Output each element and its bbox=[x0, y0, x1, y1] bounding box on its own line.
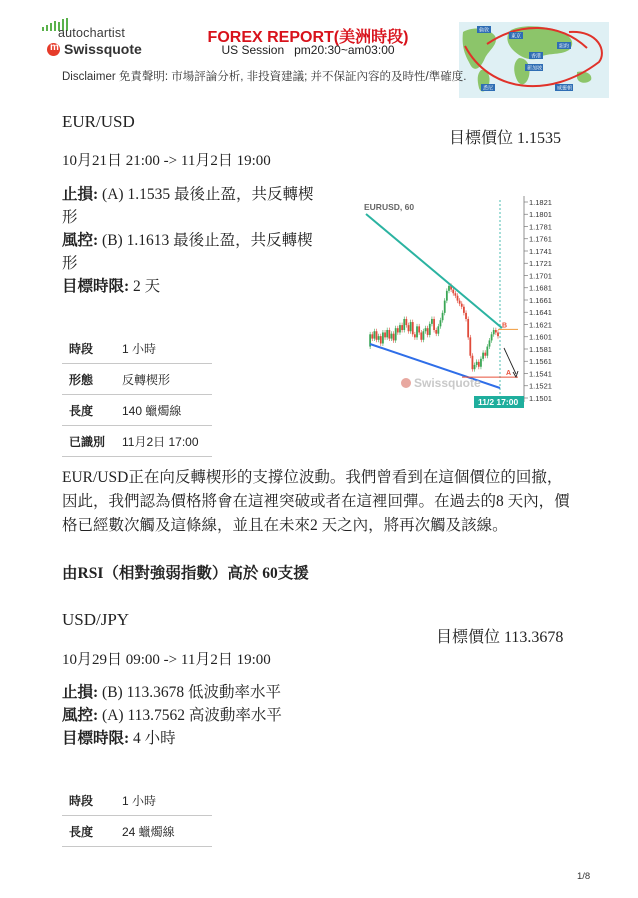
y-tick-label: 1.1741 bbox=[529, 246, 552, 256]
y-tick-label: 1.1521 bbox=[529, 381, 552, 391]
candle-body bbox=[446, 291, 448, 301]
candle-body bbox=[474, 365, 476, 369]
table-key: 長度 bbox=[62, 395, 119, 426]
y-tick-label: 1.1681 bbox=[529, 283, 552, 293]
table-row bbox=[62, 816, 212, 847]
table-key: 時段 bbox=[62, 785, 119, 816]
candle-body bbox=[371, 334, 373, 338]
marker-a: A bbox=[506, 370, 512, 378]
candle-body bbox=[495, 330, 497, 332]
swissquote-logo-text: Swissquote bbox=[64, 41, 142, 57]
candle-body bbox=[437, 326, 439, 333]
candle-body bbox=[401, 325, 403, 330]
watermark-text: Swissquote bbox=[414, 376, 481, 390]
candle-body bbox=[491, 334, 493, 340]
eurusd-horizon-line bbox=[62, 275, 327, 298]
candle-body bbox=[423, 331, 425, 340]
y-tick-label: 1.1601 bbox=[529, 332, 552, 342]
candle-body bbox=[380, 336, 382, 343]
candle-body bbox=[459, 301, 461, 304]
eurusd-chart bbox=[358, 196, 564, 410]
usdjpy-pattern-table bbox=[62, 785, 212, 847]
chart-symbol-label: EURUSD, 60 bbox=[364, 202, 415, 212]
candle-body bbox=[397, 328, 399, 332]
candle-body bbox=[429, 324, 431, 335]
candle-body bbox=[427, 328, 429, 335]
candle-body bbox=[484, 353, 486, 356]
table-key: 已識別 bbox=[62, 426, 119, 457]
risk-control-label: 風控: bbox=[62, 707, 99, 724]
candle-body bbox=[388, 330, 390, 339]
usdjpy-target-label: 目標價位 bbox=[436, 629, 501, 646]
candle-body bbox=[480, 359, 482, 367]
eurusd-rsi-note: 由RSI（相對強弱指數）高於 60支援 bbox=[62, 565, 309, 582]
usdjpy-target bbox=[436, 624, 563, 647]
eurusd-target-value: 1.1535 bbox=[517, 130, 562, 147]
y-tick-label: 1.1581 bbox=[529, 344, 552, 354]
candle-body bbox=[478, 362, 480, 367]
y-tick-label: 1.1641 bbox=[529, 308, 552, 318]
eurusd-target-label: 目標價位 bbox=[449, 130, 514, 147]
candle-body bbox=[414, 334, 416, 337]
candle-body bbox=[482, 353, 484, 359]
stop-loss-text: (A) 1.1535 最後止盈，共反轉楔形 bbox=[62, 186, 314, 226]
autochartist-logo bbox=[40, 18, 150, 40]
y-tick-label: 1.1701 bbox=[529, 271, 552, 281]
table-value: 1 小時 bbox=[119, 333, 212, 364]
table-key: 形態 bbox=[62, 364, 119, 395]
candle-body bbox=[493, 330, 495, 334]
candle-body bbox=[410, 322, 412, 331]
candle-body bbox=[420, 332, 422, 339]
map-label-singapore: 新加坡 bbox=[527, 65, 543, 72]
target-horizon-label: 目標時限: bbox=[62, 730, 130, 747]
usdjpy-stop-line bbox=[62, 681, 362, 704]
table-row bbox=[62, 785, 212, 816]
table-value: 140 蠟燭線 bbox=[119, 395, 212, 426]
y-tick-label: 1.1561 bbox=[529, 357, 552, 367]
candle-body bbox=[382, 332, 384, 343]
table-value: 11月2日 17:00 bbox=[119, 426, 212, 457]
map-label-wellington: 威靈頓 bbox=[557, 85, 573, 92]
candle-body bbox=[412, 322, 414, 334]
candle-body bbox=[463, 307, 465, 313]
candle-body bbox=[378, 336, 380, 340]
time-marker-label: 11/2 17:00 bbox=[478, 397, 519, 407]
usdjpy-pair-title: USD/JPY bbox=[62, 610, 130, 629]
y-tick-label: 1.1541 bbox=[529, 369, 552, 379]
candle-body bbox=[442, 313, 444, 320]
candle-body bbox=[386, 330, 388, 337]
eurusd-levels bbox=[62, 183, 327, 298]
candle-body bbox=[469, 337, 471, 355]
eurusd-target bbox=[449, 125, 561, 148]
target-horizon-text: 2 天 bbox=[129, 278, 161, 295]
candle-body bbox=[425, 328, 427, 331]
y-tick-label: 1.1761 bbox=[529, 234, 552, 244]
risk-control-text: (B) 1.1613 最後止盈，共反轉楔形 bbox=[62, 232, 313, 272]
autochartist-logo-text: autochartist bbox=[58, 26, 126, 40]
candle-body bbox=[373, 331, 375, 338]
candle-body bbox=[440, 320, 442, 326]
candle-body bbox=[408, 325, 410, 331]
candle-body bbox=[461, 304, 463, 307]
stop-loss-text: (B) 113.3678 低波動率水平 bbox=[98, 684, 282, 701]
map-label-hongkong: 香港 bbox=[531, 53, 542, 60]
target-horizon-label: 目標時限: bbox=[62, 278, 130, 295]
report-title: FOREX REPORT(美洲時段) bbox=[207, 29, 409, 46]
page-number: 1/8 bbox=[577, 871, 591, 882]
candle-body bbox=[448, 286, 450, 291]
risk-control-text: (A) 113.7562 高波動率水平 bbox=[98, 707, 282, 724]
table-row bbox=[62, 364, 212, 395]
map-label-newyork: 紐約 bbox=[559, 43, 570, 50]
risk-control-label: 風控: bbox=[62, 232, 99, 249]
candle-body bbox=[489, 340, 491, 346]
y-tick-label: 1.1721 bbox=[529, 259, 552, 269]
marker-b: B bbox=[502, 322, 508, 330]
target-horizon-text: 4 小時 bbox=[129, 730, 176, 747]
map-label-london: 倫敦 bbox=[479, 27, 490, 34]
stop-loss-label: 止損: bbox=[62, 684, 99, 701]
y-tick-label: 1.1821 bbox=[529, 197, 552, 207]
candle-body bbox=[403, 319, 405, 330]
candle-body bbox=[395, 328, 397, 340]
table-row bbox=[62, 395, 212, 426]
candle-body bbox=[416, 326, 418, 337]
candle-body bbox=[435, 330, 437, 334]
stop-loss-label: 止損: bbox=[62, 186, 99, 203]
table-key: 時段 bbox=[62, 333, 119, 364]
usdjpy-horizon-line bbox=[62, 727, 362, 750]
y-tick-label: 1.1801 bbox=[529, 210, 552, 220]
eurusd-stop-line bbox=[62, 183, 327, 229]
candle-body bbox=[393, 334, 395, 341]
usdjpy-risk-line bbox=[62, 704, 362, 727]
candle-body bbox=[486, 347, 488, 356]
candle-body bbox=[399, 325, 401, 332]
eurusd-pair-title: EUR/USD bbox=[62, 112, 135, 131]
y-tick-label: 1.1501 bbox=[529, 393, 552, 403]
candle-body bbox=[452, 290, 454, 294]
swissquote-icon: m bbox=[47, 43, 60, 56]
candle-body bbox=[476, 362, 478, 365]
y-axis-ticks bbox=[524, 198, 552, 403]
eurusd-pattern-table bbox=[62, 333, 212, 457]
eurusd-risk-line bbox=[62, 229, 327, 275]
candle-body bbox=[467, 319, 469, 337]
session-time: US Session pm20:30~am03:00 bbox=[221, 43, 395, 57]
world-map-illustration bbox=[459, 22, 609, 98]
candle-body bbox=[433, 319, 435, 330]
candle-body bbox=[391, 334, 393, 339]
candle-body bbox=[376, 331, 378, 340]
usdjpy-levels bbox=[62, 681, 362, 750]
table-row bbox=[62, 333, 212, 364]
candle-body bbox=[444, 301, 446, 313]
eurusd-time-range: 10月21日 21:00 -> 11月2日 19:00 bbox=[62, 153, 271, 169]
candle-body bbox=[431, 319, 433, 324]
candle-body bbox=[384, 332, 386, 337]
candle-body bbox=[418, 326, 420, 332]
eurusd-analysis-paragraph: EUR/USD正在向反轉楔形的支撐位波動。我們曾看到在這個價位的回撤，因此，我們認為價格將會在這裡突破或者在這裡回彈。在過去的8 天內，價格已經數次觸及這條線，並且在未來2 天之內，將再次觸及該線。 bbox=[62, 469, 570, 534]
candle-body bbox=[405, 319, 407, 325]
candle-body bbox=[454, 293, 456, 295]
candle-body bbox=[457, 296, 459, 301]
candle-body bbox=[465, 313, 467, 319]
table-row bbox=[62, 426, 212, 457]
table-value: 反轉楔形 bbox=[119, 364, 212, 395]
candle-body bbox=[497, 332, 499, 336]
candle-body bbox=[472, 356, 474, 369]
map-label-sydney: 悉尼 bbox=[483, 85, 494, 92]
usdjpy-target-value: 113.3678 bbox=[504, 629, 564, 646]
map-label-tokyo: 東京 bbox=[511, 33, 522, 40]
table-key: 長度 bbox=[62, 816, 119, 847]
y-tick-label: 1.1781 bbox=[529, 222, 552, 232]
disclaimer: Disclaimer 免責聲明: 市場評論分析, 非投資建議; 并不保証內容的及時性/準確度. bbox=[62, 71, 467, 83]
table-value: 24 蠟燭線 bbox=[119, 816, 212, 847]
usdjpy-time-range: 10月29日 09:00 -> 11月2日 19:00 bbox=[62, 652, 271, 668]
table-value: 1 小時 bbox=[119, 785, 212, 816]
y-tick-label: 1.1621 bbox=[529, 320, 552, 330]
y-tick-label: 1.1661 bbox=[529, 295, 552, 305]
